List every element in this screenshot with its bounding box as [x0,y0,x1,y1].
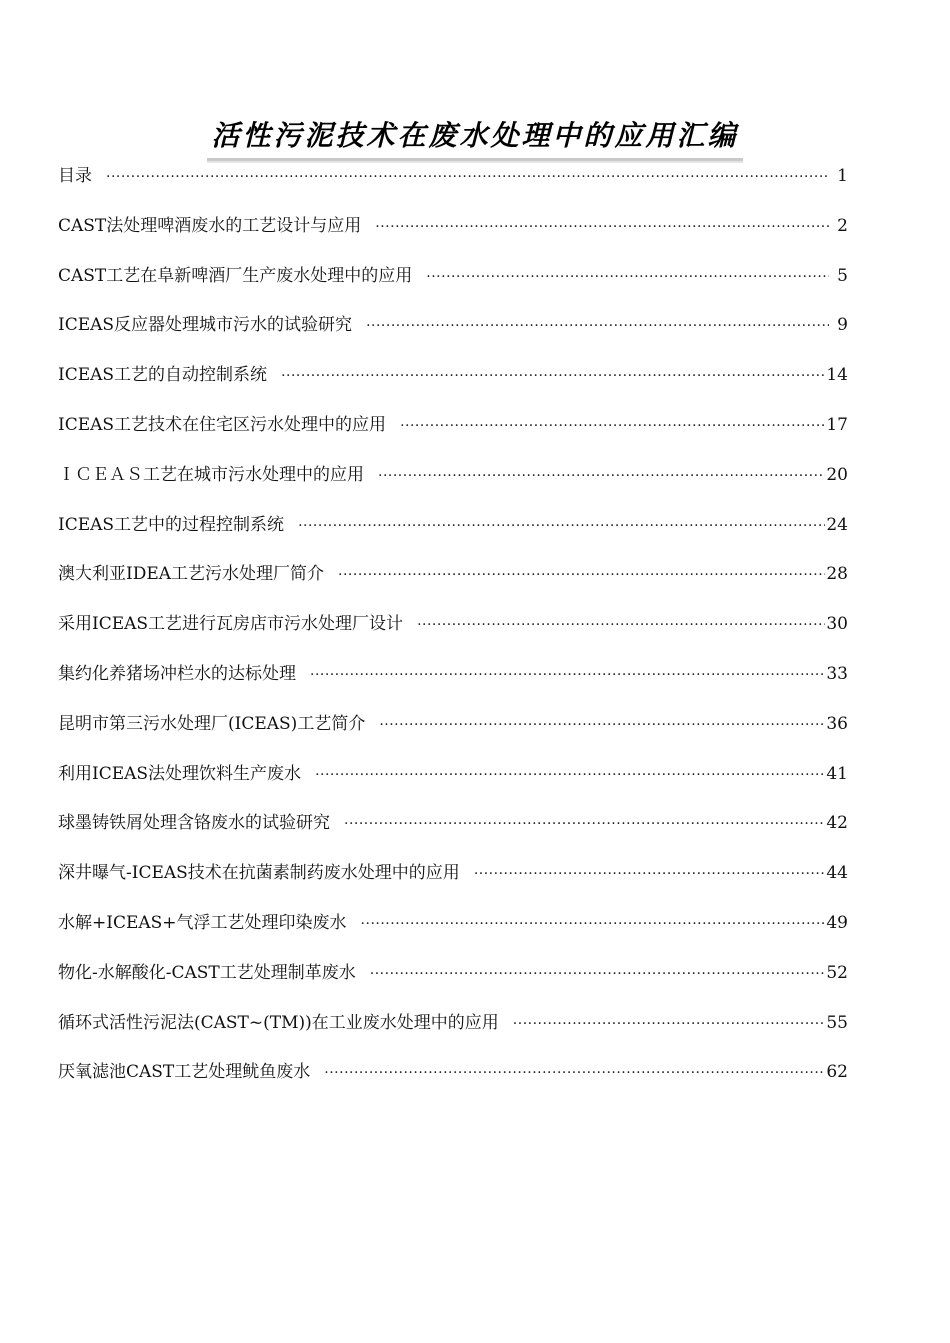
toc-page-number: 55 [826,1012,848,1033]
toc-entry-label: ＩＣＥＡＳ工艺在城市污水处理中的应用 [58,464,364,485]
toc-dot-leader [324,1060,825,1086]
toc-dot-leader [315,762,825,788]
document-title: 活性污泥技术在废水处理中的应用汇编 [207,114,742,161]
toc-dot-leader [106,164,829,190]
toc-entry[interactable] [58,362,848,412]
toc-entry-label: 昆明市第三污水处理厂(ICEAS)工艺简介 [58,713,366,734]
toc-entry[interactable] [58,263,848,313]
toc-entry[interactable] [58,761,848,811]
toc-page-number: 1 [837,166,848,186]
toc-page-number: 41 [826,763,848,784]
toc-dot-leader [338,562,825,588]
toc-entry-label: 厌氧滤池CAST工艺处理鱿鱼废水 [58,1062,311,1083]
toc-entry-label: 利用ICEAS法处理饮料生产废水 [58,763,302,784]
toc-entry-label: ICEAS工艺的自动控制系统 [58,365,268,386]
toc-dot-leader [378,463,825,489]
toc-dot-leader [379,712,825,738]
toc-page-number: 52 [826,962,848,983]
toc-dot-leader [298,513,825,539]
toc-page-number: 30 [826,614,848,635]
toc-entry[interactable] [58,462,848,512]
toc-page-number: 9 [837,315,848,336]
toc-entry-label: CAST工艺在阜新啤酒厂生产废水处理中的应用 [58,265,413,286]
toc-dot-leader [366,313,829,339]
toc-dot-leader [310,662,825,688]
toc-page-number: 17 [826,414,848,435]
toc-page-number: 62 [826,1062,848,1083]
toc-page-number: 49 [826,912,848,933]
toc-entry-label: 采用ICEAS工艺进行瓦房店市污水处理厂设计 [58,614,404,635]
toc-entry[interactable] [58,412,848,462]
toc-entry[interactable] [58,910,848,960]
toc-dot-leader [513,1011,826,1037]
toc-dot-leader [375,214,829,240]
toc-page-number: 20 [826,464,848,485]
toc-dot-leader [417,612,825,638]
toc-entry-label: ICEAS工艺中的过程控制系统 [58,514,285,535]
toc-page-number: 42 [826,813,848,834]
table-of-contents [58,163,848,1109]
toc-entry-label: 澳大利亚IDEA工艺污水处理厂简介 [58,564,325,585]
toc-entry-label: CAST法处理啤酒废水的工艺设计与应用 [58,215,362,236]
toc-dot-leader [474,861,826,887]
toc-entry-label: 水解+ICEAS+气浮工艺处理印染废水 [58,912,347,933]
toc-entry[interactable] [58,1010,848,1060]
toc-entry[interactable] [58,611,848,661]
toc-entry-label: 球墨铸铁屑处理含铬废水的试验研究 [58,813,330,834]
toc-dot-leader [370,961,826,987]
toc-dot-leader [281,363,825,389]
toc-entry[interactable] [58,960,848,1010]
toc-dot-leader [426,264,829,290]
toc-entry[interactable] [58,661,848,711]
toc-page-number: 24 [826,514,848,535]
toc-entry[interactable] [58,711,848,761]
toc-entry[interactable] [58,860,848,910]
toc-page-number: 5 [837,265,848,286]
toc-entry[interactable] [58,561,848,611]
toc-entry-label: 深井曝气-ICEAS技术在抗菌素制药废水处理中的应用 [58,863,460,884]
toc-entry[interactable] [58,312,848,362]
toc-entry[interactable] [58,512,848,562]
toc-entry-label: ICEAS工艺技术在住宅区污水处理中的应用 [58,414,387,435]
toc-entry-contents[interactable] [58,163,848,213]
toc-page-number: 36 [826,713,848,734]
toc-entry[interactable] [58,810,848,860]
toc-page-number: 2 [837,215,848,236]
toc-entry-label: 集约化养猪场冲栏水的达标处理 [58,663,296,684]
toc-page-number: 44 [826,863,848,884]
toc-page-number: 33 [826,663,848,684]
toc-dot-leader [400,413,825,439]
title-container [0,114,950,161]
toc-entry[interactable] [58,1059,848,1109]
toc-entry-label: ICEAS反应器处理城市污水的试验研究 [58,315,353,336]
toc-dot-leader [344,811,825,837]
toc-page-number: 28 [826,564,848,585]
toc-dot-leader [361,911,826,937]
toc-entry-label: 循环式活性污泥法(CAST~(TM))在工业废水处理中的应用 [58,1012,499,1033]
toc-page-number: 14 [826,365,848,386]
toc-entry-label: 物化-水解酸化-CAST工艺处理制革废水 [58,962,356,983]
toc-entry-label: 目录 [58,166,92,186]
toc-entry[interactable] [58,213,848,263]
